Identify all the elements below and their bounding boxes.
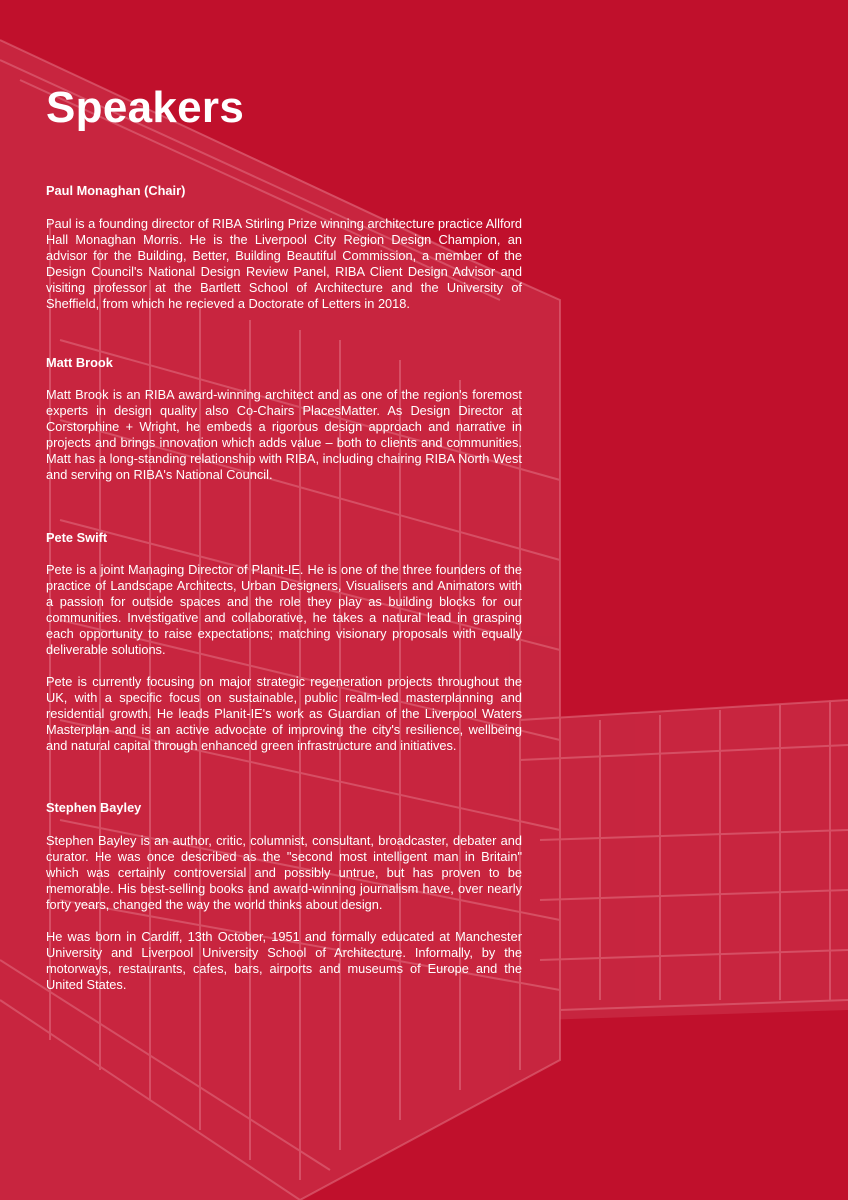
bio-paragraph: Stephen Bayley is an author, critic, columnist, consultant, broadcaster, debater and curator. He was once described as the "second most intelligent man in Britain" which was certainly controversial and possibly untrue, but has proven to be memorable. His best-selling books and award-winning journalism have, over nearly forty years, changed the way the world thinks about design. bbox=[46, 833, 522, 912]
speaker-section-matt-brook bbox=[46, 355, 522, 483]
bio-paragraph: Paul is a founding director of RIBA Stirling Prize winning architecture practice Allford Hall Monaghan Morris. He is the Liverpool City Region Design Champion, an advisor for the Building, Better, Building Beautiful Commission, a member of the Design Council's National Design Review Panel, RIBA Client Design Advisor and visiting professor at the Bartlett School of Architecture and the University of Sheffield, from which he recieved a Doctorate of Letters in 2018. bbox=[46, 216, 522, 311]
speaker-name: Pete Swift bbox=[46, 530, 108, 545]
speaker-name: Matt Brook bbox=[46, 355, 113, 370]
bio-paragraph: Matt Brook is an RIBA award-winning architect and as one of the region's foremost experts in design quality also Co-Chairs PlacesMatter. As Design Director at Corstorphine + Wright, he embeds a rigorous design approach and narrative in projects and brings innovation which adds value – both to clients and communities. Matt has a long-standing relationship with RIBA, including chairing RIBA North West and serving on RIBA's National Council. bbox=[46, 387, 522, 482]
bio-paragraph: Pete is a joint Managing Director of Planit-IE. He is one of the three founders of the practice of Landscape Architects, Urban Designers, Visualisers and Animators with a passion for outside spaces and the role they play as building blocks for our communities. Investigative and collaborative, he takes a natural lead in grasping each opportunity to raise expectations; matching visionary proposals with equally deliverable solutions. bbox=[46, 562, 522, 657]
speaker-bio bbox=[46, 562, 522, 754]
speaker-name: Stephen Bayley bbox=[46, 800, 142, 815]
bio-paragraph: He was born in Cardiff, 13th October, 1951 and formally educated at Manchester University and Liverpool University School of Architecture. Informally, by the motorways, restaurants, cafes, bars, airports and museums of Europe and the United States. bbox=[46, 929, 522, 992]
speakers-content bbox=[46, 82, 522, 993]
speaker-bio bbox=[46, 833, 522, 993]
speaker-bio bbox=[46, 387, 522, 483]
page-title: Speakers bbox=[46, 83, 245, 132]
speaker-section-pete-swift bbox=[46, 530, 522, 754]
speaker-section-stephen-bayley bbox=[46, 800, 522, 993]
speaker-name: Paul Monaghan (Chair) bbox=[46, 183, 186, 198]
speaker-bio bbox=[46, 216, 522, 312]
bio-paragraph: Pete is currently focusing on major strategic regeneration projects throughout the UK, with a specific focus on sustainable, public realm-led masterplanning and residential growth. He leads Planit-IE's work as Guardian of the Liverpool Waters Masterplan and is an active advocate of improving the city's resilience, wellbeing and natural capital through enhanced green infrastructure and initiatives. bbox=[46, 674, 522, 753]
speaker-section-paul-monaghan bbox=[46, 183, 522, 312]
